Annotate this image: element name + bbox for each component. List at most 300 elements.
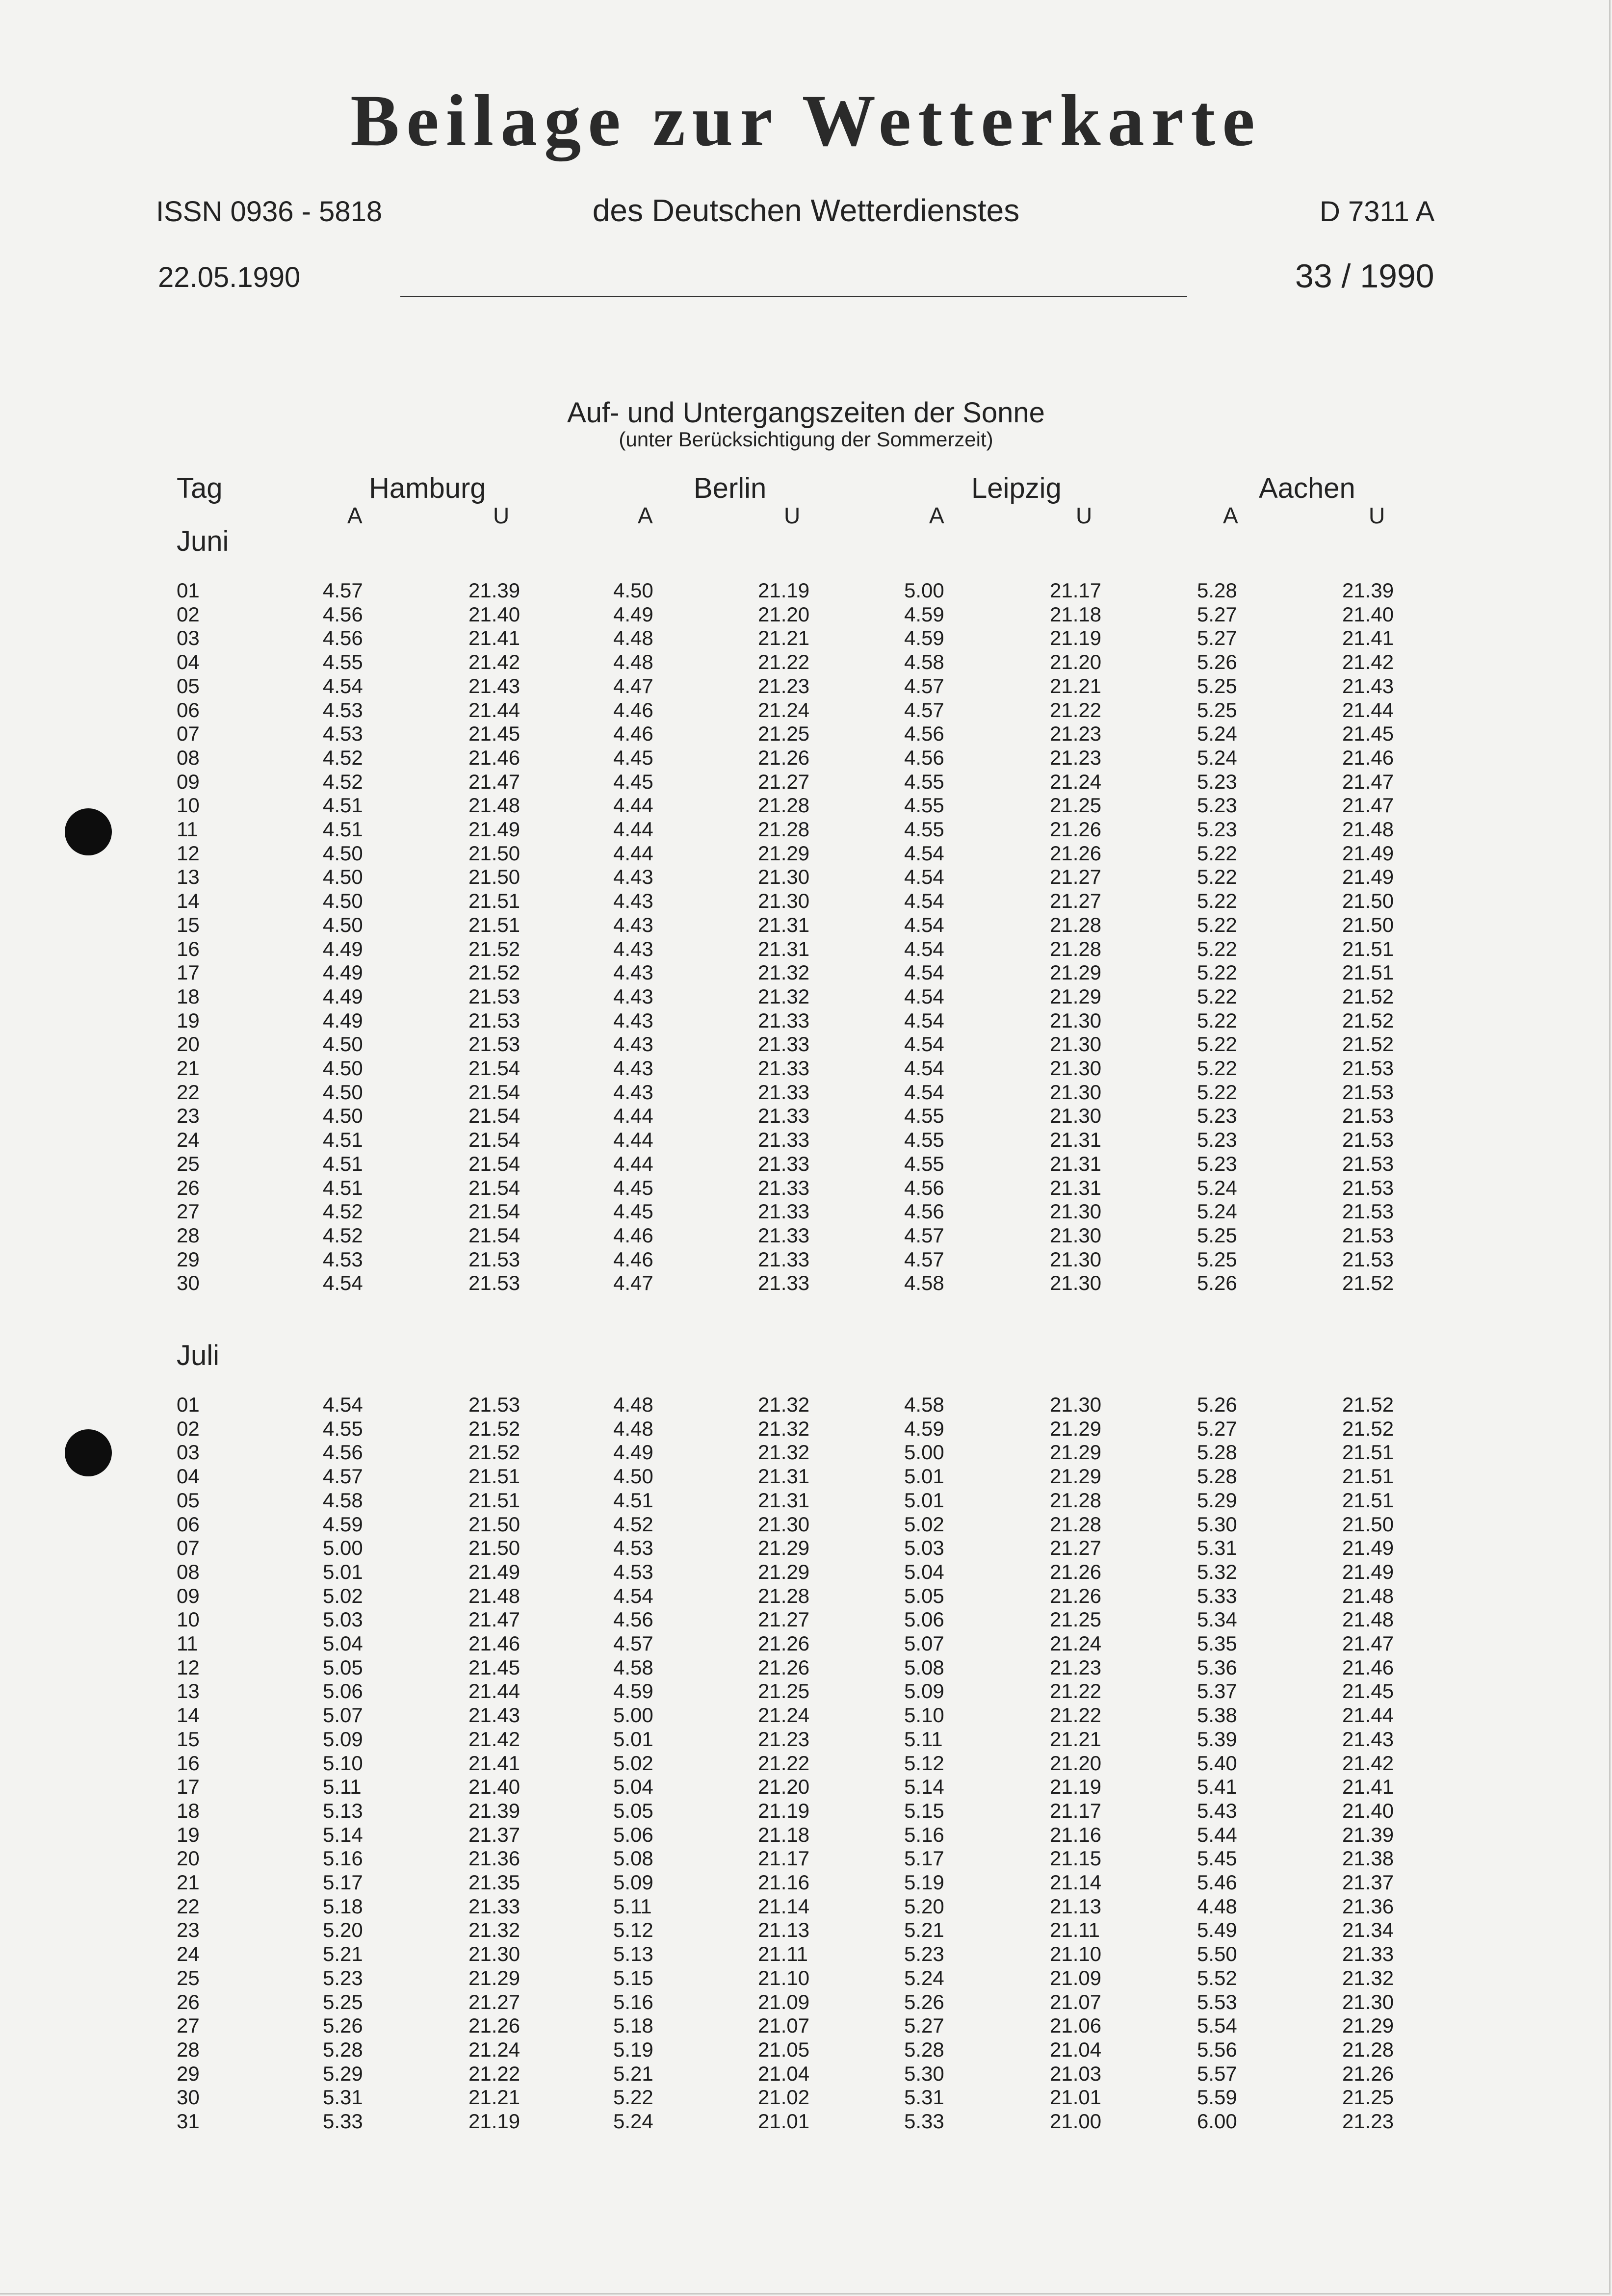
cell-berlin-u: 21.26 <box>758 1632 810 1655</box>
cell-berlin-u: 21.24 <box>758 1703 810 1727</box>
cell-aachen-a: 5.52 <box>1197 1966 1237 1989</box>
cell-aachen-u: 21.49 <box>1342 865 1394 888</box>
cell-tag: 01 <box>177 579 200 602</box>
cell-hamburg-a: 4.50 <box>323 1057 363 1080</box>
cell-aachen-a: 5.23 <box>1197 818 1237 841</box>
cell-hamburg-a: 4.53 <box>323 1248 363 1271</box>
cell-berlin-u: 21.31 <box>758 937 810 960</box>
cell-aachen-a: 5.26 <box>1197 1393 1237 1416</box>
cell-leipzig-a: 5.20 <box>904 1895 944 1918</box>
issue-number: 33 / 1990 <box>1295 258 1434 295</box>
cell-leipzig-u: 21.30 <box>1050 1200 1102 1223</box>
cell-hamburg-u: 21.53 <box>468 1032 520 1056</box>
cell-hamburg-a: 5.29 <box>323 2062 363 2085</box>
cell-aachen-u: 21.50 <box>1342 1513 1394 1536</box>
cell-leipzig-u: 21.31 <box>1050 1128 1102 1151</box>
cell-hamburg-u: 21.37 <box>468 1823 520 1846</box>
cell-hamburg-a: 4.56 <box>323 1441 363 1464</box>
cell-tag: 16 <box>177 937 200 960</box>
cell-berlin-u: 21.33 <box>758 1009 810 1032</box>
cell-aachen-a: 5.22 <box>1197 937 1237 960</box>
cell-leipzig-u: 21.16 <box>1050 1823 1102 1846</box>
cell-hamburg-u: 21.54 <box>468 1128 520 1151</box>
cell-hamburg-a: 4.52 <box>323 770 363 793</box>
cell-leipzig-a: 5.10 <box>904 1703 944 1727</box>
cell-aachen-u: 21.51 <box>1342 1465 1394 1488</box>
cell-hamburg-u: 21.40 <box>468 603 520 626</box>
cell-aachen-u: 21.29 <box>1342 2014 1394 2037</box>
cell-hamburg-a: 5.26 <box>323 2014 363 2037</box>
cell-hamburg-u: 21.48 <box>468 1584 520 1607</box>
cell-berlin-a: 4.46 <box>613 722 653 745</box>
cell-tag: 18 <box>177 1799 200 1822</box>
cell-tag: 20 <box>177 1847 200 1870</box>
cell-leipzig-a: 4.55 <box>904 794 944 817</box>
cell-leipzig-a: 4.59 <box>904 626 944 649</box>
cell-aachen-u: 21.51 <box>1342 937 1394 960</box>
cell-hamburg-u: 21.54 <box>468 1152 520 1175</box>
cell-hamburg-u: 21.52 <box>468 1441 520 1464</box>
cell-tag: 07 <box>177 1536 200 1559</box>
cell-leipzig-a: 5.16 <box>904 1823 944 1846</box>
cell-aachen-a: 5.35 <box>1197 1632 1237 1655</box>
header-rule <box>400 296 1187 297</box>
cell-leipzig-a: 5.00 <box>904 579 944 602</box>
cell-leipzig-u: 21.27 <box>1050 865 1102 888</box>
cell-hamburg-a: 5.00 <box>323 1536 363 1559</box>
cell-tag: 17 <box>177 961 200 984</box>
cell-hamburg-u: 21.45 <box>468 1656 520 1679</box>
cell-aachen-a: 5.22 <box>1197 889 1237 912</box>
cell-berlin-u: 21.33 <box>758 1200 810 1223</box>
cell-berlin-u: 21.32 <box>758 985 810 1008</box>
cell-berlin-a: 4.47 <box>613 1271 653 1294</box>
cell-aachen-a: 5.31 <box>1197 1536 1237 1559</box>
cell-hamburg-a: 5.06 <box>323 1679 363 1703</box>
cell-berlin-a: 5.08 <box>613 1847 653 1870</box>
cell-leipzig-a: 5.27 <box>904 2014 944 2037</box>
cell-leipzig-u: 21.29 <box>1050 961 1102 984</box>
cell-berlin-u: 21.04 <box>758 2062 810 2085</box>
cell-aachen-a: 5.29 <box>1197 1489 1237 1512</box>
cell-aachen-u: 21.53 <box>1342 1224 1394 1247</box>
cell-hamburg-u: 21.53 <box>468 985 520 1008</box>
cell-berlin-a: 4.44 <box>613 1104 653 1127</box>
cell-hamburg-a: 5.20 <box>323 1918 363 1941</box>
cell-berlin-u: 21.31 <box>758 1489 810 1512</box>
cell-hamburg-u: 21.52 <box>468 961 520 984</box>
cell-leipzig-u: 21.23 <box>1050 1656 1102 1679</box>
cell-berlin-u: 21.33 <box>758 1248 810 1271</box>
issn-number: ISSN 0936 - 5818 <box>156 196 383 228</box>
cell-berlin-a: 5.22 <box>613 2086 653 2109</box>
cell-tag: 24 <box>177 1942 200 1965</box>
cell-aachen-a: 5.26 <box>1197 1271 1237 1294</box>
cell-aachen-u: 21.51 <box>1342 961 1394 984</box>
cell-berlin-a: 5.04 <box>613 1775 653 1798</box>
cell-leipzig-u: 21.20 <box>1050 1752 1102 1775</box>
cell-berlin-u: 21.25 <box>758 722 810 745</box>
cell-aachen-u: 21.48 <box>1342 1584 1394 1607</box>
cell-hamburg-u: 21.53 <box>468 1271 520 1294</box>
table-note: (unter Berücksichtigung der Sommerzeit) <box>619 428 993 451</box>
cell-leipzig-a: 4.58 <box>904 1393 944 1416</box>
cell-hamburg-u: 21.41 <box>468 626 520 649</box>
cell-tag: 18 <box>177 985 200 1008</box>
cell-aachen-a: 5.22 <box>1197 1009 1237 1032</box>
cell-leipzig-u: 21.26 <box>1050 1560 1102 1583</box>
cell-leipzig-u: 21.29 <box>1050 985 1102 1008</box>
cell-leipzig-u: 21.21 <box>1050 674 1102 697</box>
cell-hamburg-a: 4.51 <box>323 794 363 817</box>
cell-leipzig-u: 21.27 <box>1050 889 1102 912</box>
cell-berlin-a: 4.51 <box>613 1489 653 1512</box>
cell-berlin-a: 4.57 <box>613 1632 653 1655</box>
cell-berlin-a: 4.49 <box>613 603 653 626</box>
cell-hamburg-u: 21.42 <box>468 1728 520 1751</box>
cell-hamburg-u: 21.44 <box>468 1679 520 1703</box>
cell-berlin-a: 4.45 <box>613 746 653 769</box>
col-u-hamburg: U <box>493 503 510 528</box>
cell-aachen-u: 21.43 <box>1342 674 1394 697</box>
cell-leipzig-u: 21.30 <box>1050 1009 1102 1032</box>
cell-aachen-a: 4.48 <box>1197 1895 1237 1918</box>
cell-aachen-u: 21.52 <box>1342 985 1394 1008</box>
cell-leipzig-u: 21.26 <box>1050 842 1102 865</box>
cell-hamburg-u: 21.54 <box>468 1104 520 1127</box>
cell-aachen-a: 5.25 <box>1197 698 1237 722</box>
cell-berlin-a: 4.47 <box>613 674 653 697</box>
cell-hamburg-a: 4.50 <box>323 1032 363 1056</box>
cell-leipzig-a: 5.01 <box>904 1489 944 1512</box>
cell-berlin-a: 5.19 <box>613 2038 653 2061</box>
cell-tag: 05 <box>177 674 200 697</box>
cell-berlin-u: 21.05 <box>758 2038 810 2061</box>
cell-leipzig-a: 4.55 <box>904 770 944 793</box>
cell-berlin-u: 21.33 <box>758 1128 810 1151</box>
cell-berlin-u: 21.28 <box>758 818 810 841</box>
cell-aachen-u: 21.40 <box>1342 603 1394 626</box>
cell-hamburg-a: 5.03 <box>323 1608 363 1631</box>
cell-berlin-a: 4.43 <box>613 865 653 888</box>
cell-berlin-u: 21.16 <box>758 1871 810 1894</box>
cell-leipzig-a: 5.01 <box>904 1465 944 1488</box>
cell-aachen-u: 21.52 <box>1342 1393 1394 1416</box>
cell-berlin-a: 4.45 <box>613 770 653 793</box>
cell-tag: 15 <box>177 913 200 936</box>
cell-tag: 12 <box>177 842 200 865</box>
cell-tag: 04 <box>177 1465 200 1488</box>
cell-leipzig-a: 5.09 <box>904 1679 944 1703</box>
city-header-berlin: Berlin <box>694 472 767 504</box>
cell-berlin-u: 21.24 <box>758 698 810 722</box>
cell-leipzig-u: 21.31 <box>1050 1152 1102 1175</box>
cell-aachen-a: 5.24 <box>1197 1176 1237 1199</box>
cell-berlin-u: 21.28 <box>758 1584 810 1607</box>
cell-leipzig-a: 4.54 <box>904 985 944 1008</box>
cell-hamburg-a: 4.51 <box>323 1176 363 1199</box>
cell-aachen-u: 21.30 <box>1342 1990 1394 2013</box>
cell-aachen-u: 21.49 <box>1342 842 1394 865</box>
cell-berlin-u: 21.14 <box>758 1895 810 1918</box>
cell-hamburg-a: 4.50 <box>323 1104 363 1127</box>
cell-berlin-u: 21.20 <box>758 603 810 626</box>
cell-aachen-u: 21.53 <box>1342 1104 1394 1127</box>
cell-tag: 10 <box>177 1608 200 1631</box>
cell-aachen-u: 21.38 <box>1342 1847 1394 1870</box>
cell-leipzig-a: 5.03 <box>904 1536 944 1559</box>
cell-leipzig-u: 21.26 <box>1050 1584 1102 1607</box>
cell-berlin-u: 21.33 <box>758 1152 810 1175</box>
cell-berlin-a: 5.13 <box>613 1942 653 1965</box>
cell-aachen-u: 21.41 <box>1342 626 1394 649</box>
cell-hamburg-u: 21.39 <box>468 579 520 602</box>
cell-tag: 26 <box>177 1176 200 1199</box>
cell-leipzig-u: 21.09 <box>1050 1966 1102 1989</box>
cell-aachen-a: 5.22 <box>1197 1032 1237 1056</box>
cell-hamburg-u: 21.54 <box>468 1200 520 1223</box>
cell-leipzig-a: 5.31 <box>904 2086 944 2109</box>
cell-hamburg-u: 21.49 <box>468 1560 520 1583</box>
cell-leipzig-a: 4.59 <box>904 603 944 626</box>
cell-aachen-u: 21.51 <box>1342 1489 1394 1512</box>
cell-aachen-a: 5.32 <box>1197 1560 1237 1583</box>
cell-leipzig-a: 4.56 <box>904 722 944 745</box>
cell-aachen-a: 5.22 <box>1197 961 1237 984</box>
cell-leipzig-a: 4.55 <box>904 1104 944 1127</box>
cell-berlin-a: 4.46 <box>613 698 653 722</box>
cell-hamburg-u: 21.54 <box>468 1224 520 1247</box>
cell-aachen-u: 21.42 <box>1342 650 1394 673</box>
cell-hamburg-u: 21.26 <box>468 2014 520 2037</box>
cell-aachen-a: 5.27 <box>1197 603 1237 626</box>
cell-hamburg-a: 5.02 <box>323 1584 363 1607</box>
cell-leipzig-a: 5.14 <box>904 1775 944 1798</box>
cell-berlin-u: 21.13 <box>758 1918 810 1941</box>
col-a-hamburg: A <box>347 503 363 528</box>
cell-berlin-u: 21.26 <box>758 1656 810 1679</box>
cell-berlin-u: 21.20 <box>758 1775 810 1798</box>
cell-leipzig-a: 4.58 <box>904 1271 944 1294</box>
cell-aachen-a: 5.23 <box>1197 794 1237 817</box>
cell-leipzig-a: 4.59 <box>904 1417 944 1440</box>
cell-aachen-u: 21.52 <box>1342 1032 1394 1056</box>
cell-aachen-u: 21.46 <box>1342 746 1394 769</box>
cell-leipzig-u: 21.00 <box>1050 2110 1102 2133</box>
cell-berlin-a: 5.01 <box>613 1728 653 1751</box>
cell-berlin-a: 4.44 <box>613 794 653 817</box>
cell-tag: 02 <box>177 603 200 626</box>
cell-aachen-a: 6.00 <box>1197 2110 1237 2133</box>
cell-tag: 22 <box>177 1081 200 1104</box>
cell-hamburg-a: 4.55 <box>323 1417 363 1440</box>
cell-tag: 10 <box>177 794 200 817</box>
cell-berlin-a: 4.50 <box>613 579 653 602</box>
cell-aachen-u: 21.53 <box>1342 1128 1394 1151</box>
cell-aachen-u: 21.36 <box>1342 1895 1394 1918</box>
cell-hamburg-u: 21.45 <box>468 722 520 745</box>
cell-hamburg-a: 5.33 <box>323 2110 363 2133</box>
cell-leipzig-a: 4.55 <box>904 1128 944 1151</box>
cell-berlin-a: 4.50 <box>613 1465 653 1488</box>
cell-hamburg-u: 21.21 <box>468 2086 520 2109</box>
cell-berlin-u: 21.31 <box>758 913 810 936</box>
cell-leipzig-u: 21.17 <box>1050 1799 1102 1822</box>
cell-berlin-u: 21.27 <box>758 1608 810 1631</box>
cell-hamburg-a: 4.50 <box>323 889 363 912</box>
cell-tag: 12 <box>177 1656 200 1679</box>
cell-berlin-a: 4.48 <box>613 626 653 649</box>
cell-leipzig-u: 21.20 <box>1050 650 1102 673</box>
cell-aachen-u: 21.43 <box>1342 1728 1394 1751</box>
cell-hamburg-a: 4.51 <box>323 818 363 841</box>
cell-hamburg-a: 5.23 <box>323 1966 363 1989</box>
cell-tag: 26 <box>177 1990 200 2013</box>
cell-tag: 29 <box>177 2062 200 2085</box>
cell-leipzig-a: 4.54 <box>904 1009 944 1032</box>
cell-leipzig-a: 4.58 <box>904 650 944 673</box>
cell-berlin-u: 21.25 <box>758 1679 810 1703</box>
cell-aachen-a: 5.50 <box>1197 1942 1237 1965</box>
cell-leipzig-a: 4.56 <box>904 746 944 769</box>
cell-hamburg-u: 21.50 <box>468 1536 520 1559</box>
cell-tag: 30 <box>177 2086 200 2109</box>
cell-leipzig-u: 21.24 <box>1050 770 1102 793</box>
cell-tag: 13 <box>177 1679 200 1703</box>
cell-leipzig-u: 21.30 <box>1050 1057 1102 1080</box>
cell-berlin-a: 4.44 <box>613 1152 653 1175</box>
cell-hamburg-a: 5.14 <box>323 1823 363 1846</box>
cell-berlin-u: 21.19 <box>758 579 810 602</box>
cell-tag: 11 <box>177 1632 198 1655</box>
cell-berlin-a: 4.54 <box>613 1584 653 1607</box>
cell-hamburg-u: 21.47 <box>468 770 520 793</box>
cell-hamburg-a: 4.54 <box>323 1271 363 1294</box>
cell-leipzig-a: 5.02 <box>904 1513 944 1536</box>
cell-leipzig-u: 21.25 <box>1050 1608 1102 1631</box>
cell-aachen-a: 5.28 <box>1197 1465 1237 1488</box>
cell-aachen-u: 21.53 <box>1342 1152 1394 1175</box>
cell-berlin-a: 4.43 <box>613 1081 653 1104</box>
cell-berlin-u: 21.33 <box>758 1032 810 1056</box>
cell-berlin-a: 4.48 <box>613 650 653 673</box>
cell-leipzig-a: 4.54 <box>904 1032 944 1056</box>
cell-hamburg-u: 21.46 <box>468 746 520 769</box>
cell-aachen-u: 21.53 <box>1342 1248 1394 1271</box>
cell-leipzig-u: 21.23 <box>1050 722 1102 745</box>
cell-leipzig-u: 21.25 <box>1050 794 1102 817</box>
cell-leipzig-u: 21.17 <box>1050 579 1102 602</box>
cell-leipzig-u: 21.30 <box>1050 1032 1102 1056</box>
cell-hamburg-a: 5.16 <box>323 1847 363 1870</box>
cell-berlin-a: 4.59 <box>613 1679 653 1703</box>
cell-hamburg-a: 4.51 <box>323 1152 363 1175</box>
cell-berlin-a: 5.16 <box>613 1990 653 2013</box>
cell-berlin-u: 21.17 <box>758 1847 810 1870</box>
cell-hamburg-a: 4.55 <box>323 650 363 673</box>
cell-aachen-a: 5.49 <box>1197 1918 1237 1941</box>
cell-berlin-a: 4.48 <box>613 1417 653 1440</box>
cell-aachen-u: 21.32 <box>1342 1966 1394 1989</box>
cell-aachen-a: 5.22 <box>1197 985 1237 1008</box>
cell-tag: 08 <box>177 1560 200 1583</box>
cell-leipzig-u: 21.22 <box>1050 1703 1102 1727</box>
cell-aachen-u: 21.53 <box>1342 1057 1394 1080</box>
cell-hamburg-u: 21.51 <box>468 1489 520 1512</box>
cell-berlin-a: 4.43 <box>613 913 653 936</box>
cell-berlin-u: 21.27 <box>758 770 810 793</box>
cell-leipzig-a: 4.54 <box>904 913 944 936</box>
cell-berlin-a: 5.06 <box>613 1823 653 1846</box>
cell-leipzig-a: 5.05 <box>904 1584 944 1607</box>
cell-leipzig-a: 4.57 <box>904 674 944 697</box>
cell-berlin-a: 5.02 <box>613 1752 653 1775</box>
cell-aachen-u: 21.47 <box>1342 1632 1394 1655</box>
cell-hamburg-a: 4.49 <box>323 961 363 984</box>
cell-hamburg-u: 21.42 <box>468 650 520 673</box>
cell-hamburg-a: 4.49 <box>323 937 363 960</box>
cell-hamburg-a: 5.31 <box>323 2086 363 2109</box>
cell-leipzig-a: 5.19 <box>904 1871 944 1894</box>
cell-tag: 20 <box>177 1032 200 1056</box>
cell-hamburg-a: 4.52 <box>323 746 363 769</box>
cell-berlin-a: 5.24 <box>613 2110 653 2133</box>
cell-aachen-a: 5.22 <box>1197 1057 1237 1080</box>
cell-leipzig-a: 5.15 <box>904 1799 944 1822</box>
cell-berlin-u: 21.32 <box>758 1417 810 1440</box>
cell-aachen-u: 21.49 <box>1342 1536 1394 1559</box>
cell-aachen-u: 21.46 <box>1342 1656 1394 1679</box>
cell-hamburg-a: 4.57 <box>323 579 363 602</box>
cell-hamburg-a: 4.57 <box>323 1465 363 1488</box>
cell-aachen-a: 5.39 <box>1197 1728 1237 1751</box>
cell-berlin-a: 5.12 <box>613 1918 653 1941</box>
page-title: Beilage zur Wetterkarte <box>350 80 1262 161</box>
cell-aachen-a: 5.45 <box>1197 1847 1237 1870</box>
cell-leipzig-u: 21.04 <box>1050 2038 1102 2061</box>
cell-tag: 23 <box>177 1918 200 1941</box>
cell-aachen-u: 21.28 <box>1342 2038 1394 2061</box>
cell-aachen-u: 21.39 <box>1342 1823 1394 1846</box>
cell-aachen-a: 5.26 <box>1197 650 1237 673</box>
cell-leipzig-u: 21.13 <box>1050 1895 1102 1918</box>
cell-hamburg-u: 21.22 <box>468 2062 520 2085</box>
city-header-hamburg: Hamburg <box>369 472 486 504</box>
cell-aachen-a: 5.46 <box>1197 1871 1237 1894</box>
cell-aachen-a: 5.25 <box>1197 1248 1237 1271</box>
cell-aachen-u: 21.25 <box>1342 2086 1394 2109</box>
cell-tag: 19 <box>177 1823 200 1846</box>
cell-aachen-a: 5.53 <box>1197 1990 1237 2013</box>
cell-tag: 21 <box>177 1057 200 1080</box>
cell-aachen-a: 5.43 <box>1197 1799 1237 1822</box>
cell-hamburg-u: 21.53 <box>468 1248 520 1271</box>
cell-aachen-u: 21.52 <box>1342 1009 1394 1032</box>
cell-aachen-a: 5.41 <box>1197 1775 1237 1798</box>
cell-tag: 01 <box>177 1393 200 1416</box>
cell-leipzig-u: 21.30 <box>1050 1393 1102 1416</box>
cell-berlin-a: 5.00 <box>613 1703 653 1727</box>
cell-leipzig-u: 21.30 <box>1050 1224 1102 1247</box>
cell-aachen-a: 5.25 <box>1197 1224 1237 1247</box>
cell-berlin-u: 21.22 <box>758 1752 810 1775</box>
cell-hamburg-a: 4.59 <box>323 1513 363 1536</box>
cell-tag: 13 <box>177 865 200 888</box>
cell-aachen-a: 5.54 <box>1197 2014 1237 2037</box>
cell-leipzig-a: 4.54 <box>904 937 944 960</box>
cell-hamburg-a: 4.49 <box>323 985 363 1008</box>
month-label-juli: Juli <box>177 1340 220 1371</box>
